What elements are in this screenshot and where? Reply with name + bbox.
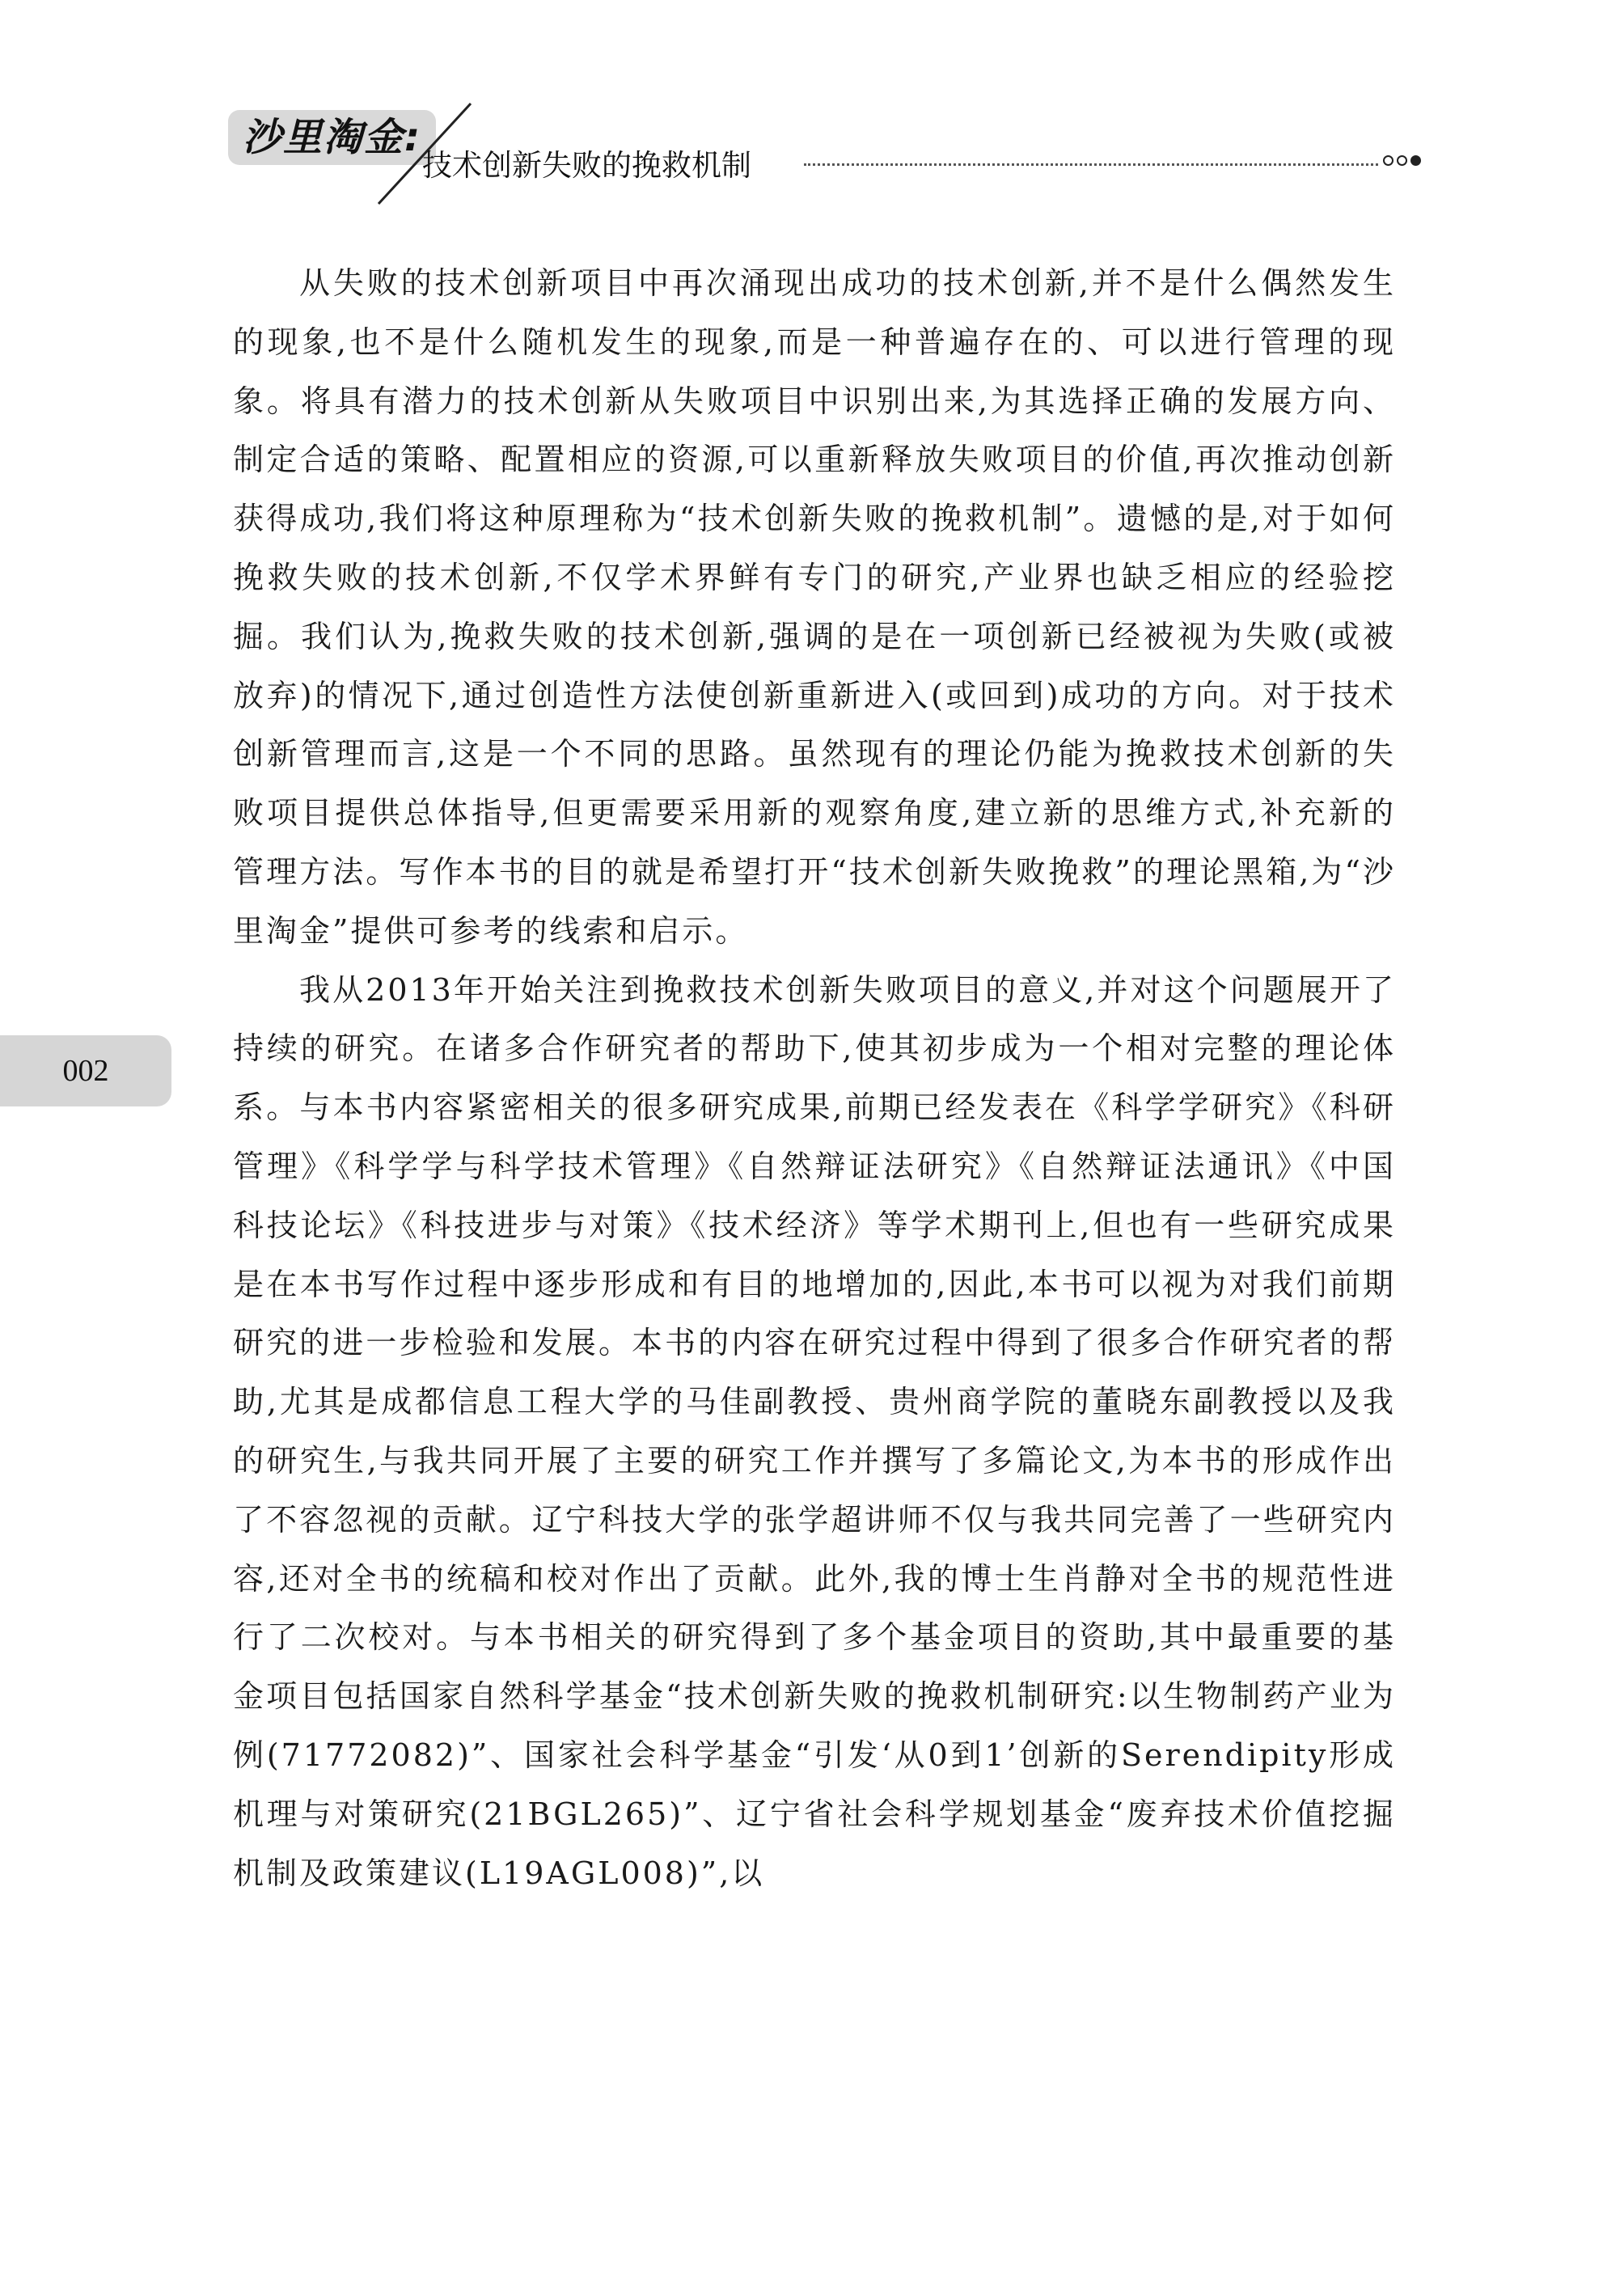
header-end-dots-icon [1383,155,1421,166]
dotted-rule [804,163,1378,166]
page-number: 002 [0,1035,171,1106]
hollow-dot-icon [1383,155,1394,166]
series-badge: 沙里淘金: [228,110,436,165]
filled-dot-icon [1410,155,1421,166]
running-header [228,104,1433,192]
paragraph: 从失败的技术创新项目中再次涌现出成功的技术创新,并不是什么偶然发生的现象,也不是什么随机发生的现象,而是一种普遍存在的、可以进行管理的现象。将具有潜力的技术创新从失败项目中识别出来,为其选择正确的发展方向、制定合适的策略、配置相应的资源,可以重新释放失败项目的价值,再次推动创新获得成功,我们将这种原理称为“技术创新失败的挽救机制”。遗憾的是,对于如何挽救失败的技术创新,不仅学术界鲜有专门的研究,产业界也缺乏相应的经验挖掘。我们认为,挽救失败的技术创新,强调的是在一项创新已经被视为失败(或被放弃)的情况下,通过创造性方法使创新重新进入(或回到)成功的方向。对于技术创新管理而言,这是一个不同的思路。虽然现有的理论仍能为挽救技术创新的失败项目提供总体指导,但更需要采用新的观察角度,建立新的思维方式,补充新的管理方法。写作本书的目的就是希望打开“技术创新失败挽救”的理论黑箱,为“沙里淘金”提供可参考的线索和启示。 [233,265,1396,949]
book-title: 技术创新失败的挽救机制 [422,148,751,183]
body-text [233,254,1396,1902]
paragraph: 我从2013年开始关注到挽救技术创新失败项目的意义,并对这个问题展开了持续的研究。在诸多合作研究者的帮助下,使其初步成为一个相对完整的理论体系。与本书内容紧密相关的很多研究成果,前期已经发表在《科学学研究》《科研管理》《科学学与科学技术管理》《自然辩证法研究》《自然辩证法通讯》《中国科技论坛》《科技进步与对策》《技术经济》等学术期刊上,但也有一些研究成果是在本书写作过程中逐步形成和有目的地增加的,因此,本书可以视为对我们前期研究的进一步检验和发展。本书的内容在研究过程中得到了很多合作研究者的帮助,尤其是成都信息工程大学的马佳副教授、贵州商学院的董晓东副教授以及我的研究生,与我共同开展了主要的研究工作并撰写了多篇论文,为本书的形成作出了不容忽视的贡献。辽宁科技大学的张学超讲师不仅与我共同完善了一些研究内容,还对全书的统稿和校对作出了贡献。此外,我的博士生肖静对全书的规范性进行了二次校对。与本书相关的研究得到了多个基金项目的资助,其中最重要的基金项目包括国家自然科学基金“技术创新失败的挽救机制研究:以生物制药产业为例(71772082)”、国家社会科学基金“引发‘从0到1’创新的Serendipity形成机理与对策研究(21BGL265)”、辽宁省社会科学规划基金“废弃技术价值挖掘机制及政策建议(L19AGL008)”,以 [233,971,1396,1891]
hollow-dot-icon [1397,155,1407,166]
